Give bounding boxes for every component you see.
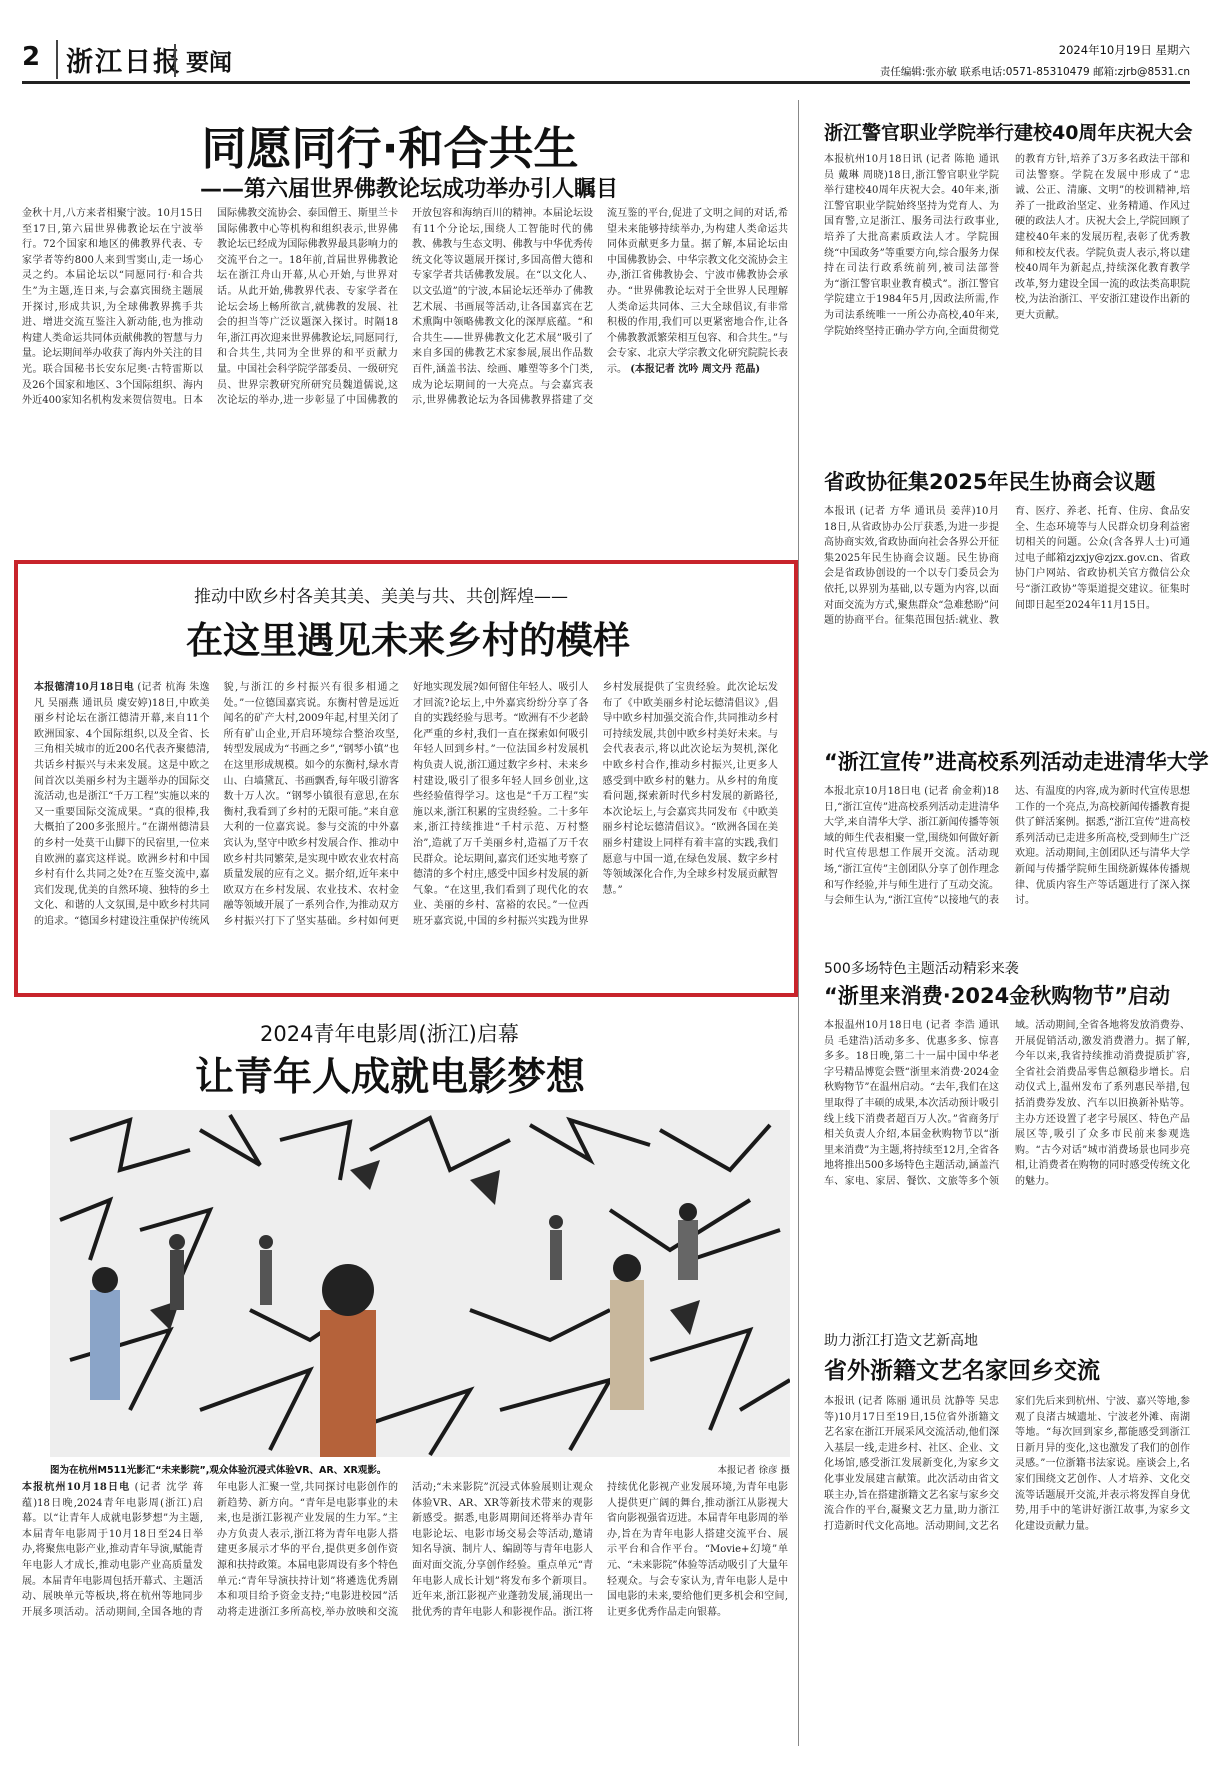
film-photo [50, 1110, 790, 1457]
feature-body-text: (记者 杭海 朱逸凡 吴丽燕 通讯员 虞安婷)18日,中欧美丽乡村论坛在浙江德清开幕,来自11个欧洲国家、4个国际组织,以及全省、长三角相关城市的近200名代表齐聚德清,共话乡村振兴与未来发展。这是中欧之间首次以美丽乡村为主题举办的国际交流活动,也是浙江“千万工程”实施以来的又一重要国际交流成果。“真的很棒,我大概拍了200多张照片。”在湖州德清县的乡村一处莫干山脚下的民宿里,一位来自欧洲的嘉宾这样说。欧洲乡村和中国乡村有什么共同之处?在互鉴交流中,嘉宾们发现,优美的自然环境、独特的乡土文化、和谐的人文氛围,是中欧乡村共同的追求。“德国乡村建设注重保护传统风貌,与浙江的乡村振兴有很多相通之处。”一位德国嘉宾说。东衡村曾是远近闻名的矿产大村,2009年起,村里关闭了所有矿山企业,开启环境综合整治攻坚,转型发展成为“书画之乡”,“钢琴小镇”也在这里形成规模。如今的东衡村,绿水青山、白墙黛瓦、书画飘香,每年吸引游客数十万人次。“钢琴小镇很有意思,在东衡村,我看到了乡村的无限可能。”来自意大利的一位嘉宾说。参与交流的中外嘉宾认为,坚守中欧乡村发展合作、推动中欧乡村共同繁荣,是实现中欧农业农村高质量发展的应有之义。据介绍,近年来中欧双方在乡村发展、农业技术、农村金融等领域开展了一系列合作,为推动双方乡村振兴打下了坚实基础。乡村如何更好地实现发展?如何留住年轻人、吸引人才回流?论坛上,中外嘉宾纷纷分享了各自的实践经验与思考。“欧洲有不少老龄化严重的乡村,我们一直在探索如何吸引年轻人回到乡村。”一位法国乡村发展机构负责人说,浙江通过数字乡村、未来乡村建设,吸引了很多年轻人回乡创业,这些经验值得学习。这也是“千万工程”实施以来,浙江积累的宝贵经验。二十多年来,浙江持续推进“千村示范、万村整治”,造就了万千美丽乡村,造福了万千农民群众。论坛期间,嘉宾们还实地考察了德清的多个村庄,感受中国乡村发展的新气象。“在这里,我们看到了现代化的农业、美丽的乡村、富裕的农民。”一位西班牙嘉宾说,中国的乡村振兴实践为世界乡村发展提供了宝贵经验。此次论坛发布了《中欧美丽乡村论坛德清倡议》,倡导中欧乡村加强交流合作,共同推动乡村可持续发展,共创中欧乡村美好未来。与会代表表示,将以此次论坛为契机,深化中欧乡村合作,推动乡村振兴,让更多人感受到中欧乡村的魅力。从乡村的角度看问题,探索新时代乡村发展的新路径,本次论坛上,与会嘉宾共同发布《中欧美丽乡村论坛德清倡议》。“欧洲各国在美丽乡村建设上同样有着丰富的实践,我们愿意与中国一道,在绿色发展、数字乡村等领域深化合作,为全球乡村发展贡献智慧。” [34, 682, 778, 927]
shopping-festival-headline: “浙里来消费·2024金秋购物节”启动 [824, 984, 1171, 1008]
shopping-festival-body: 本报温州10月18日电 (记者 李浩 通讯员 毛建浩)活动多多、优惠多多、惊喜多多。18日晚,第二十一届中国中华老字号精品博览会暨“浙里来消费·2024金秋购物节”在温州启动。“去年,我们在这里取得了丰硕的成果,本次活动预计吸引线上线下消费者超百万人次。”省商务厅相关负责人介绍,本届金秋购物节以“浙里来消费”为主题,将持续至12月,全省各地将推出500多场特色主题活动,涵盖汽车、家电、家居、餐饮、文旅等多个领域。活动期间,全省各地将发放消费券、开展促销活动,激发消费潜力。据了解,今年以来,我省持续推动消费提质扩容,全省社会消费品零售总额稳步增长。启动仪式上,温州发布了系列惠民举措,包括消费券发放、汽车以旧换新补贴等。主办方还设置了老字号展区、特色产品展区等,吸引了众多市民前来参观选购。“古今对话”城市消费场景也同步亮相,让消费者在购物的同时感受传统文化的魅力。 [824, 1020, 1190, 1187]
film-body [22, 1480, 788, 1750]
vr-cinema-photo-image [50, 1110, 790, 1457]
issue-date: 2024年10月19日 星期六 [1058, 43, 1190, 57]
paper-name-logo: 浙江日报 [56, 40, 182, 79]
photo-credit: 本报记者 徐彦 摄 [717, 1465, 790, 1476]
section-label: 要闻 [174, 44, 232, 77]
arts-headline: 省外浙籍文艺名家回乡交流 [824, 1358, 1100, 1384]
film-dateline: 本报杭州10月18日电 [22, 1482, 131, 1493]
feature-body [34, 680, 778, 980]
feature-kicker: 推动中欧乡村各美其美、美美与共、共创辉煌—— [194, 587, 568, 607]
photo-caption [50, 1462, 790, 1476]
lead-body [22, 206, 788, 542]
page-number: 2 [22, 42, 41, 72]
zj-propaganda-headline: “浙江宣传”进高校系列活动走进清华大学 [824, 750, 1209, 774]
editor-contact: 责任编辑:张亦敏 联系电话:0571-85310479 邮箱:zjrb@8531.cn [879, 66, 1190, 78]
film-body-text: (记者 沈学 蒋蕴)18日晚,2024青年电影周(浙江)启幕。以“让青年人成就电影梦想”为主题,本届青年电影周于10月18日至24日举办,将聚焦电影产业,推动青年导演,赋能青年电影人才成长,推动电影产业高质量发展。本届青年电影周包括开幕式、主题活动、展映单元等板块,将在杭州等地同步开展多项活动。活动期间,全国各地的青年电影人汇聚一堂,共同探讨电影创作的新趋势、新方向。“青年是电影事业的未来,也是浙江影视产业发展的生力军。”主办方负责人表示,浙江将为青年电影人搭建更多展示才华的平台,提供更多创作资源和扶持政策。本届电影周设有多个特色单元:“青年导演扶持计划”将遴选优秀剧本和项目给予资金支持;“电影进校园”活动将走进浙江多所高校,举办放映和交流活动;“未来影院”沉浸式体验展则让观众体验VR、AR、XR等新技术带来的观影新感受。据悉,电影周期间还将举办青年电影论坛、电影市场交易会等活动,邀请知名导演、制片人、编剧等与青年电影人面对面交流,分享创作经验。重点单元“青年电影人成长计划”将发布多个新项目。近年来,浙江影视产业蓬勃发展,涌现出一批优秀的青年电影人和影视作品。浙江将持续优化影视产业发展环境,为青年电影人提供更广阔的舞台,推动浙江从影视大省向影视强省迈进。本届青年电影周的举办,旨在为青年电影人搭建交流平台、展示平台和合作平台。“Movie+幻境”单元、“未来影院”体验等活动吸引了大量年轻观众。与会专家认为,青年电影人是中国电影的未来,要给他们更多机会和空间,让更多优秀作品走向银幕。 [22, 1482, 788, 1618]
shopping-festival-kicker: 500多场特色主题活动精彩来袭 [824, 961, 1019, 977]
lead-headline: 同愿同行·和合共生 [201, 122, 579, 175]
photo-caption-text: 图为在杭州M511光影汇“未来影院”,观众体验沉浸式体验VR、AR、XR观影。 [50, 1465, 387, 1476]
film-headline: 让青年人成就电影梦想 [194, 1055, 585, 1100]
cppcc-headline: 省政协征集2025年民生协商会议题 [824, 470, 1156, 494]
police-college-headline: 浙江警官职业学院举行建校40周年庆祝大会 [824, 122, 1193, 144]
lead-body-text: 金秋十月,八方来者相聚宁波。10月15日至17日,第六届世界佛教论坛在宁波举行。72个国家和地区的佛教界代表、专家学者等约800人来到雪窦山,走一场心灵之约。本届论坛以“同愿同行·和合共生”为主题,连日来,与会嘉宾围绕主题展开探讨,形成共识,为全球佛教界携手共进、增进交流互鉴注入新动能,也为推动构建人类命运共同体贡献佛教的智慧与力量。论坛期间举办收获了海内外关注的目光。联合国秘书长安东尼奥·古特雷斯以及26个国家和地区、3个国际组织、海内外近400家知名机构发来贺信贺电。日本国际佛教交流协会、泰国僧王、斯里兰卡国际佛教中心等机构和组织表示,世界佛教论坛已经成为国际佛教界最具影响力的交流平台之一。18年前,首届世界佛教论坛在浙江舟山开幕,从心开始,与世界对话。从此开始,佛教界代表、专家学者在论坛会场上畅所欲言,就佛教的发展、社会的担当等广泛议题深入探讨。时隔18年,浙江再次迎来世界佛教论坛,同愿同行,和合共生,共同为全世界的和平贡献力量。中国社会科学院学部委员、一级研究员、世界宗教研究所研究员魏道儒说,这次论坛的举办,进一步彰显了中国佛教的开放包容和海纳百川的精神。本届论坛设有11个分论坛,围绕人工智能时代的佛教、佛教与生态文明、佛教与中华优秀传统文化等议题展开探讨,多国高僧大德和专家学者共话佛教发展。在“以文化人、以文弘道”的宁波,本届论坛还举办了佛教艺术展、书画展等活动,让各国嘉宾在艺术熏陶中领略佛教文化的深厚底蕴。“和合共生——世界佛教文化艺术展”吸引了来自多国的佛教艺术家参展,展出作品数百件,涵盖书法、绘画、雕塑等多个门类,成为论坛期间的一大亮点。与会嘉宾表示,世界佛教论坛为各国佛教界搭建了交流互鉴的平台,促进了文明之间的对话,希望未来能够持续举办,为构建人类命运共同体贡献更多力量。据了解,本届论坛由中国佛教协会、中华宗教文化交流协会主办,浙江省佛教协会、宁波市佛教协会承办。“世界佛教论坛对于全世界人民理解人类命运共同体、三大全球倡议,有非常积极的作用,我们可以更紧密地合作,让各个佛教教派繁荣相互包容、和合共生。”与会专家、北京大学宗教文化研究院院长表示。 [22, 208, 788, 407]
zj-propaganda-body: 本报北京10月18日电 (记者 俞金莉)18日,“浙江宣传”进高校系列活动走进清华大学,来自清华大学、浙江新闻传播等领域的师生代表相聚一堂,围绕如何做好新时代宣传思想工作展开交流。活动现场,“浙江宣传”主创团队分享了创作理念和写作经验,并与师生进行了互动交流。与会师生认为,“浙江宣传”以接地气的表达、有温度的内容,成为新时代宣传思想工作的一个亮点,为高校新闻传播教育提供了鲜活案例。据悉,“浙江宣传”进高校系列活动已走进多所高校,受到师生广泛欢迎。活动期间,主创团队还与清华大学新闻与传播学院师生围绕新媒体传播规律、优质内容生产等话题进行了深入探讨。 [824, 786, 1190, 907]
arts-body: 本报讯 (记者 陈丽 通讯员 沈静等 吴忠等)10月17日至19日,15位省外浙籍文艺名家在浙江开展采风交流活动,他们深入基层一线,走进乡村、社区、企业、文化场馆,感受浙江发展新变化,为家乡文化事业发展建言献策。此次活动由省文联主办,旨在搭建浙籍文艺名家与家乡交流合作的平台,凝聚文艺力量,助力浙江打造新时代文化高地。活动期间,文艺名家们先后来到杭州、宁波、嘉兴等地,参观了良渚古城遗址、宁波老外滩、南湖等地。“每次回到家乡,都能感受到浙江日新月异的变化,这也激发了我们的创作灵感。”一位浙籍书法家说。座谈会上,名家们围绕文艺创作、人才培养、文化交流等话题展开交流,并表示将发挥自身优势,用手中的笔讲好浙江故事,为家乡文化建设贡献力量。 [824, 1396, 1190, 1532]
feature-headline: 在这里遇见未来乡村的模样 [186, 619, 630, 662]
cppcc-body: 本报讯 (记者 方华 通讯员 姜萍)10月18日,从省政协办公厅获悉,为进一步提高协商实效,省政协面向社会各界公开征集2025年民生协商会议题。民生协商会是省政协创设的一个以专门委员会为依托,以界别为基础,以专题为内容,以面对面交流为方式,聚焦群众“急难愁盼”问题的协商平台。征集范围包括:就业、教育、医疗、养老、托育、住房、食品安全、生态环境等与人民群众切身利益密切相关的问题。公众(含各界人士)可通过电子邮箱zjzxjy@zjzx.gov.cn、省政协门户网站、省政协机关官方微信公众号“浙江政协”等渠道提交建议。征集时间即日起至2024年11月15日。 [824, 506, 1190, 627]
police-college-body: 本报杭州10月18日讯 (记者 陈艳 通讯员 戴琳 周晓)18日,浙江警官职业学院举行建校40周年庆祝大会。40年来,浙江警官职业学院始终坚持为党育人、为国育警,立足浙江、服务司法行政事业,培养了大批高素质政法人才。学院围绕“中国政务”等重要方向,综合服务力保持在司法行政系统前列,被司法部誉为“浙江警官职业教育模式”。浙江警官学院建立于1984年5月,因政法所需,作为司法系统唯一一所公办高校,40年来,学院始终坚持正确办学方向,全面贯彻党的教育方针,培养了3万多名政法干部和司法警察。学院在发展中形成了“忠诚、公正、清廉、文明”的校训精神,培养了一批政治坚定、业务精通、作风过硬的政法人才。庆祝大会上,学院回顾了建校40年来的发展历程,表彰了优秀教师和校友代表。学院负责人表示,将以建校40周年为新起点,持续深化教育教学改革,努力建设全国一流的政法类高职院校,为法治浙江、平安浙江建设作出新的更大贡献。 [824, 154, 1190, 337]
film-kicker: 2024青年电影周(浙江)启幕 [260, 1022, 519, 1046]
arts-kicker: 助力浙江打造文艺新高地 [824, 1333, 978, 1349]
lead-byline: (本报记者 沈吟 周文丹 范晶) [630, 363, 761, 375]
lead-subheadline: ——第六届世界佛教论坛成功举办引人瞩目 [200, 177, 619, 202]
featured-article-box [14, 560, 798, 997]
masthead [22, 36, 1190, 84]
feature-dateline: 本报德清10月18日电 [34, 682, 134, 693]
column-divider [798, 100, 799, 1746]
